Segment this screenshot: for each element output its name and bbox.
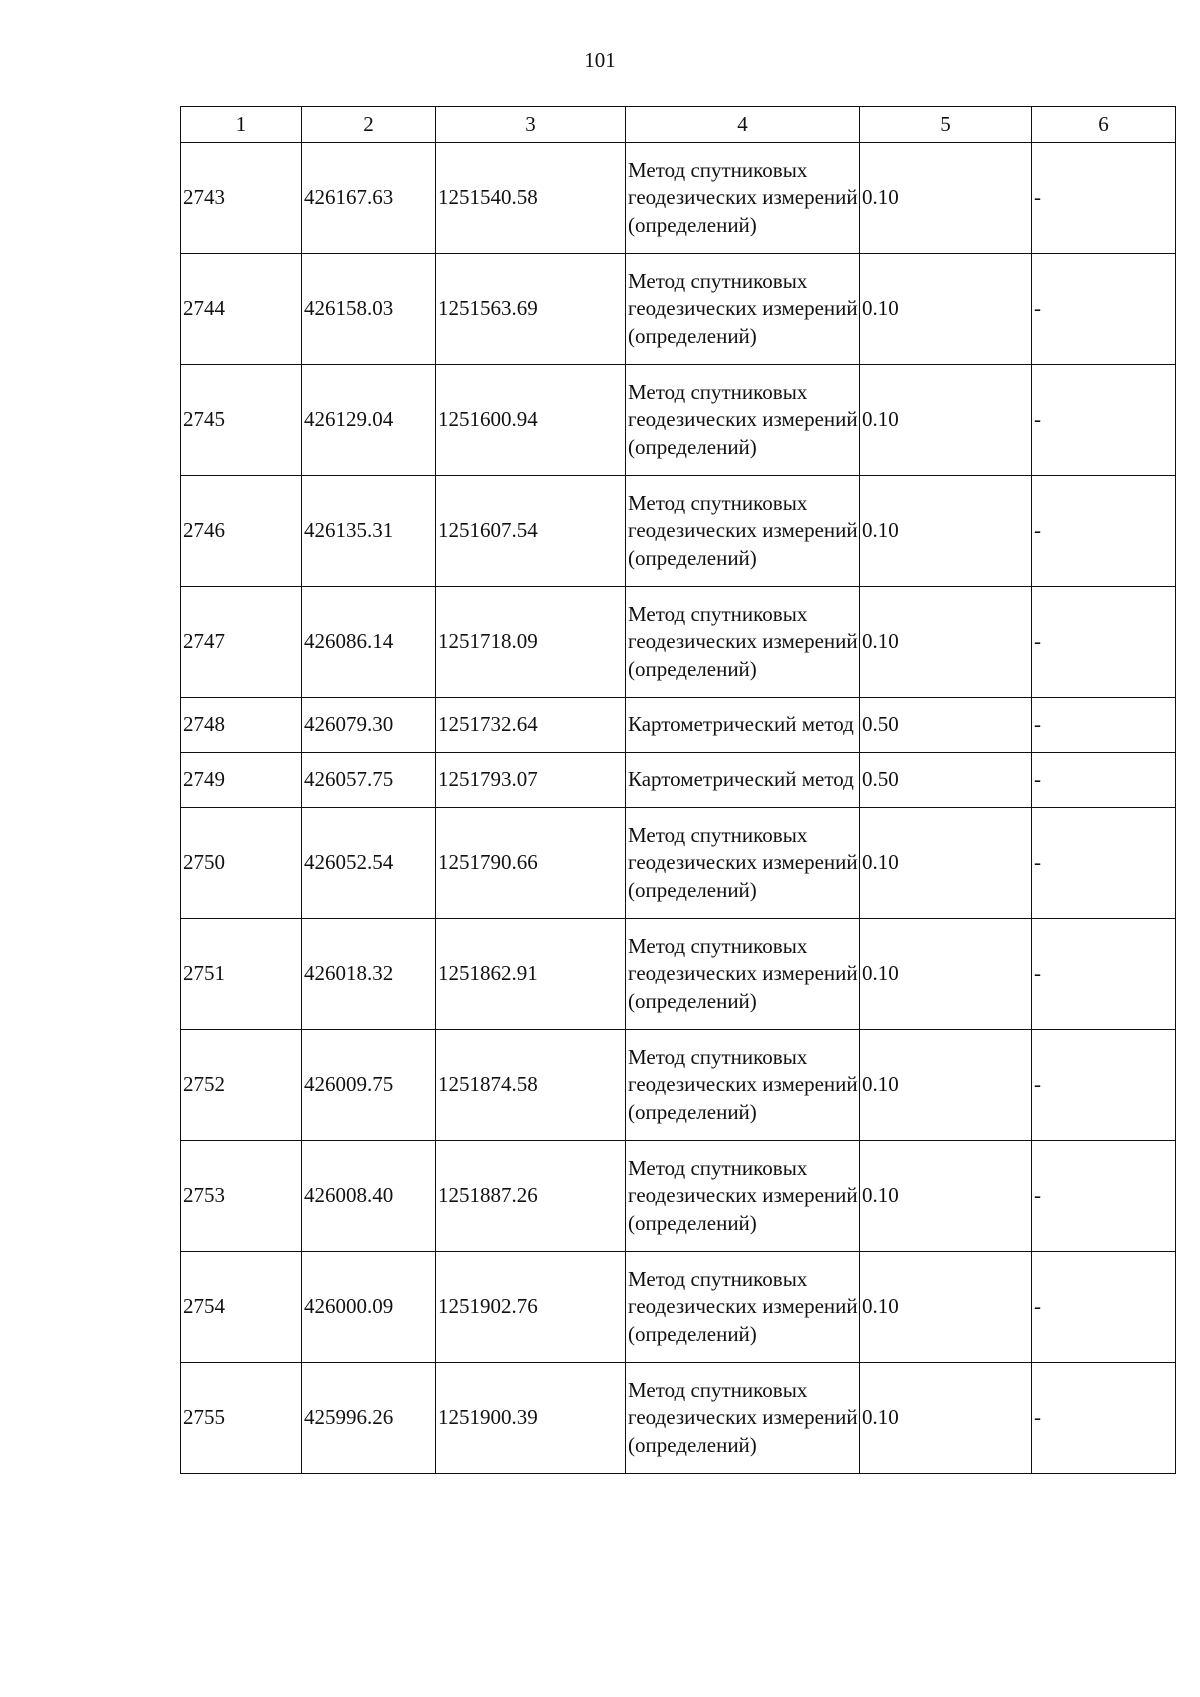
point-number-cell: 2750 <box>181 808 302 919</box>
table-row <box>181 808 1176 919</box>
point-number-cell: 2746 <box>181 476 302 587</box>
x-coordinate-cell: 425996.26 <box>302 1363 436 1474</box>
accuracy-cell: 0.10 <box>860 919 1032 1030</box>
x-coordinate-cell: 426009.75 <box>302 1030 436 1141</box>
method-cell: Метод спутниковых геодезических измерений (определений) <box>626 476 860 587</box>
note-cell: - <box>1032 753 1176 808</box>
note-cell: - <box>1032 808 1176 919</box>
x-coordinate-cell: 426135.31 <box>302 476 436 587</box>
y-coordinate-cell: 1251540.58 <box>436 143 626 254</box>
note-cell: - <box>1032 143 1176 254</box>
accuracy-cell: 0.10 <box>860 143 1032 254</box>
accuracy-cell: 0.10 <box>860 1252 1032 1363</box>
point-number-cell: 2745 <box>181 365 302 476</box>
y-coordinate-cell: 1251900.39 <box>436 1363 626 1474</box>
accuracy-cell: 0.10 <box>860 365 1032 476</box>
y-coordinate-cell: 1251862.91 <box>436 919 626 1030</box>
note-cell: - <box>1032 1030 1176 1141</box>
y-coordinate-cell: 1251563.69 <box>436 254 626 365</box>
accuracy-cell: 0.10 <box>860 476 1032 587</box>
note-cell: - <box>1032 476 1176 587</box>
note-cell: - <box>1032 1141 1176 1252</box>
column-header-1: 1 <box>181 107 302 143</box>
x-coordinate-cell: 426079.30 <box>302 698 436 753</box>
note-cell: - <box>1032 1252 1176 1363</box>
method-cell: Метод спутниковых геодезических измерений (определений) <box>626 808 860 919</box>
point-number-cell: 2748 <box>181 698 302 753</box>
point-number-cell: 2754 <box>181 1252 302 1363</box>
accuracy-cell: 0.50 <box>860 698 1032 753</box>
table-row <box>181 1363 1176 1474</box>
y-coordinate-cell: 1251790.66 <box>436 808 626 919</box>
method-cell: Метод спутниковых геодезических измерений (определений) <box>626 143 860 254</box>
column-header-3: 3 <box>436 107 626 143</box>
x-coordinate-cell: 426008.40 <box>302 1141 436 1252</box>
x-coordinate-cell: 426057.75 <box>302 753 436 808</box>
table-row <box>181 1252 1176 1363</box>
accuracy-cell: 0.10 <box>860 587 1032 698</box>
y-coordinate-cell: 1251874.58 <box>436 1030 626 1141</box>
table-row <box>181 365 1176 476</box>
y-coordinate-cell: 1251732.64 <box>436 698 626 753</box>
point-number-cell: 2755 <box>181 1363 302 1474</box>
point-number-cell: 2744 <box>181 254 302 365</box>
point-number-cell: 2752 <box>181 1030 302 1141</box>
table-row <box>181 753 1176 808</box>
y-coordinate-cell: 1251718.09 <box>436 587 626 698</box>
table-header-row <box>181 107 1176 143</box>
note-cell: - <box>1032 587 1176 698</box>
y-coordinate-cell: 1251902.76 <box>436 1252 626 1363</box>
accuracy-cell: 0.10 <box>860 1363 1032 1474</box>
column-header-4: 4 <box>626 107 860 143</box>
point-number-cell: 2747 <box>181 587 302 698</box>
accuracy-cell: 0.50 <box>860 753 1032 808</box>
coordinates-table <box>180 106 1176 1474</box>
y-coordinate-cell: 1251887.26 <box>436 1141 626 1252</box>
accuracy-cell: 0.10 <box>860 808 1032 919</box>
y-coordinate-cell: 1251793.07 <box>436 753 626 808</box>
column-header-2: 2 <box>302 107 436 143</box>
note-cell: - <box>1032 919 1176 1030</box>
accuracy-cell: 0.10 <box>860 254 1032 365</box>
point-number-cell: 2749 <box>181 753 302 808</box>
table-row <box>181 476 1176 587</box>
column-header-6: 6 <box>1032 107 1176 143</box>
note-cell: - <box>1032 1363 1176 1474</box>
y-coordinate-cell: 1251607.54 <box>436 476 626 587</box>
table-row <box>181 1030 1176 1141</box>
note-cell: - <box>1032 254 1176 365</box>
note-cell: - <box>1032 698 1176 753</box>
page-number: 101 <box>584 48 616 72</box>
table-row <box>181 919 1176 1030</box>
table-row <box>181 587 1176 698</box>
table-row <box>181 254 1176 365</box>
method-cell: Метод спутниковых геодезических измерений (определений) <box>626 1252 860 1363</box>
x-coordinate-cell: 426129.04 <box>302 365 436 476</box>
x-coordinate-cell: 426158.03 <box>302 254 436 365</box>
method-cell: Метод спутниковых геодезических измерений (определений) <box>626 1030 860 1141</box>
point-number-cell: 2753 <box>181 1141 302 1252</box>
method-cell: Метод спутниковых геодезических измерений (определений) <box>626 365 860 476</box>
accuracy-cell: 0.10 <box>860 1030 1032 1141</box>
y-coordinate-cell: 1251600.94 <box>436 365 626 476</box>
x-coordinate-cell: 426167.63 <box>302 143 436 254</box>
table-row <box>181 1141 1176 1252</box>
method-cell: Картометрический метод <box>626 698 860 753</box>
x-coordinate-cell: 426000.09 <box>302 1252 436 1363</box>
point-number-cell: 2743 <box>181 143 302 254</box>
method-cell: Метод спутниковых геодезических измерений (определений) <box>626 1363 860 1474</box>
note-cell: - <box>1032 365 1176 476</box>
accuracy-cell: 0.10 <box>860 1141 1032 1252</box>
method-cell: Метод спутниковых геодезических измерений (определений) <box>626 587 860 698</box>
method-cell: Метод спутниковых геодезических измерений (определений) <box>626 1141 860 1252</box>
method-cell: Метод спутниковых геодезических измерений (определений) <box>626 254 860 365</box>
table-row <box>181 698 1176 753</box>
x-coordinate-cell: 426086.14 <box>302 587 436 698</box>
column-header-5: 5 <box>860 107 1032 143</box>
table-row <box>181 143 1176 254</box>
x-coordinate-cell: 426052.54 <box>302 808 436 919</box>
method-cell: Картометрический метод <box>626 753 860 808</box>
x-coordinate-cell: 426018.32 <box>302 919 436 1030</box>
point-number-cell: 2751 <box>181 919 302 1030</box>
method-cell: Метод спутниковых геодезических измерений (определений) <box>626 919 860 1030</box>
